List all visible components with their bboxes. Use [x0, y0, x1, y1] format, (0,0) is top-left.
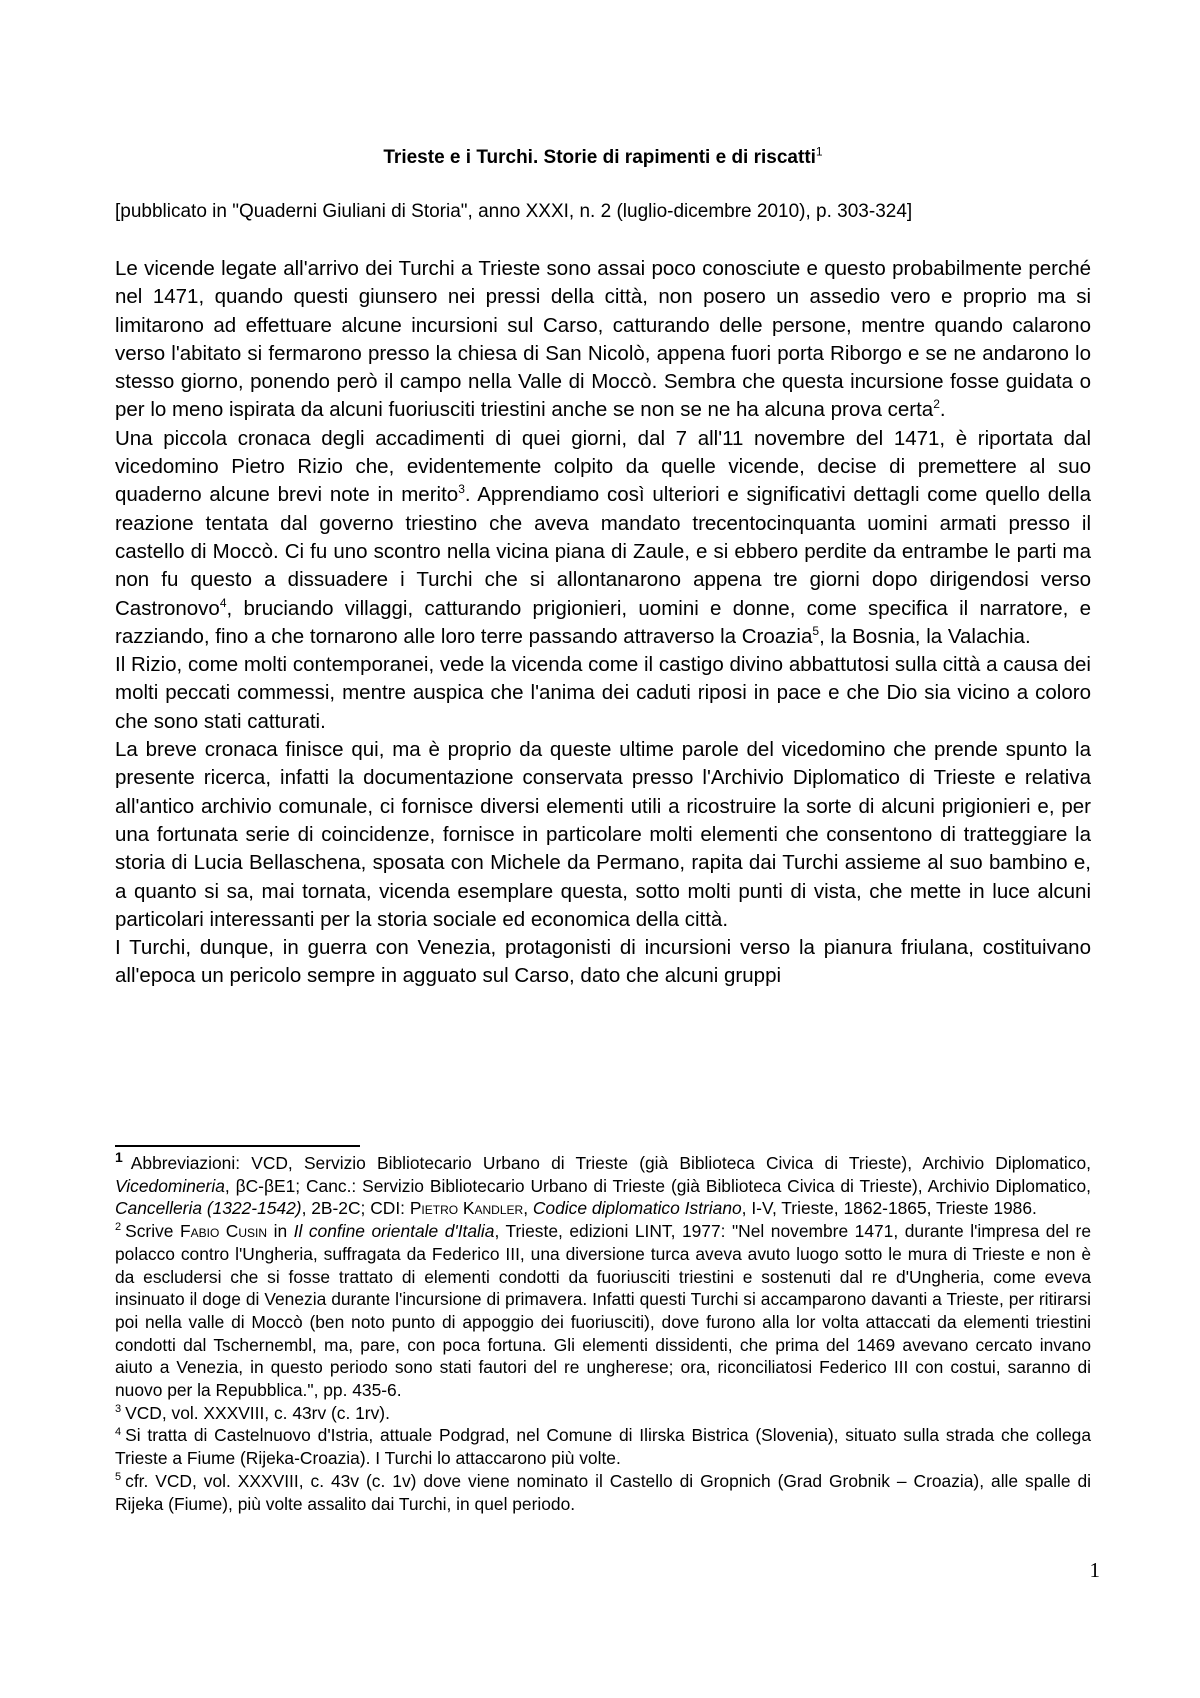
- footnote-5: [115, 1470, 1091, 1515]
- title-footnote-ref: 1: [815, 144, 823, 159]
- paragraph-text: Una piccola cronaca degli accadimenti di quei giorni, dal 7 all'11 novembre del 1471, è riportata dal vicedomino Pietro Rizio che, evidentemente colpito da quelle vicende, decise di premettere al suo quaderno alcune brevi note in merito: [115, 426, 1091, 507]
- footnote-italic: Cancelleria (1322-1542): [115, 1198, 302, 1219]
- body-text: [115, 255, 1091, 991]
- body-paragraph: [115, 736, 1091, 934]
- footnote-italic: Codice diplomatico Istriano: [532, 1198, 742, 1219]
- paragraph-text: Le vicende legate all'arrivo dei Turchi a Trieste sono assai poco conosciute e questo probabilmente perché nel 1471, quando questi giunsero nei pressi della città, non posero un assedio vero e proprio ma si limitarono ad effettuare alcune incursioni sul Carso, catturando delle persone, mentre quando calarono verso l'abitato si fermarono presso la chiesa di San Nicolò, appena fuori porta Riborgo e se ne andarono lo stesso giorno, ponendo però il campo nella Valle di Moccò. Sembra che questa incursione fosse guidata o per lo meno ispirata da alcuni fuoriusciti triestini anche se non se ne ha alcuna prova certa: [115, 257, 1091, 422]
- author-name: Fabio Cusin: [179, 1221, 268, 1242]
- title-text: Trieste e i Turchi. Storie di rapimenti e di riscatti: [383, 147, 816, 168]
- footnote-text: Si tratta di Castelnuovo d'Istria, attuale Podgrad, nel Comune di Ilirska Bistrica (Slovenia), situato sulla strada che collega Trieste a Fiume (Rijeka-Croazia). I Turchi lo attaccarono più volte.: [115, 1425, 1091, 1469]
- page-number: 1: [1089, 1558, 1100, 1582]
- footnote-ref[interactable]: 4: [219, 595, 227, 610]
- footnote-text: , βC-βE1; Canc.: Servizio Bibliotecario Urbano di Trieste (già Biblioteca Civica di Trieste), Archivio Diplomatico,: [224, 1175, 1091, 1196]
- footnote-text: Scrive: [125, 1221, 180, 1242]
- paragraph-text: Il Rizio, come molti contemporanei, vede la vicenda come il castigo divino abbattutosi sulla città a causa dei molti peccati commessi, mentre auspica che l'anima dei caduti riposi in pace e che Dio sia vicino a coloro che sono stati catturati.: [115, 653, 1091, 733]
- paragraph-text: I Turchi, dunque, in guerra con Venezia, protagonisti di incursioni verso la pianura friulana, costituivano all'epoca un pericolo sempre in agguato sul Carso, dato che alcuni gruppi: [115, 936, 1091, 988]
- footnote-text: ,: [523, 1198, 533, 1219]
- body-paragraph: [115, 651, 1091, 736]
- footnote-text: , I-V, Trieste, 1862-1865, Trieste 1986.: [741, 1198, 1037, 1219]
- footnote-mark: 5: [115, 1471, 122, 1484]
- paragraph-text: , la Bosnia, la Valachia.: [819, 624, 1031, 648]
- footnote-mark: 1: [115, 1149, 123, 1166]
- footnote-ref[interactable]: 5: [812, 624, 820, 639]
- paragraph-text: . Apprendiamo così ulteriori e significativi dettagli come quello della reazione tentata dal governo triestino che aveva mandato trecentocinquanta uomini armati presso il castello di Moccò. Ci fu uno scontro nella vicina piana di Zaule, e si ebbero perdite da entrambe le parti ma non fu questo a dissuadere i Turchi che si allontanarono appena tre giorni dopo dirigendosi verso Castronovo: [115, 483, 1092, 620]
- paragraph-text: La breve cronaca finisce qui, ma è proprio da queste ultime parole del vicedomino che prende spunto la presente ricerca, infatti la documentazione conservata presso l'Archivio Diplomatico di Trieste e relativa all'antico archivio comunale, ci fornisce diversi elementi utili a ricostruire la sorte di alcuni prigionieri e, per una fortunata serie di coincidenze, fornisce in particolare molti elementi che consentono di tratteggiare la storia di Lucia Bellaschena, sposata con Michele da Permano, rapita dai Turchi assieme al suo bambino e, a quanto si sa, mai tornata, vicenda esemplare questa, sotto molti punti di vista, che mette in luce alcuni particolari interessanti per la storia sociale ed economica della città.: [115, 738, 1091, 931]
- footnote-ref[interactable]: 3: [458, 482, 465, 497]
- footnote-3: [115, 1402, 1091, 1425]
- paragraph-text: , bruciando villaggi, catturando prigionieri, uomini e donne, come specifica il narratore, e razziando, fino a che tornarono alle loro terre passando attraverso la Croazia: [115, 596, 1091, 648]
- footnote-separator: [115, 1145, 360, 1147]
- paragraph-text: .: [939, 398, 946, 422]
- body-paragraph: [115, 255, 1091, 425]
- body-paragraph: [115, 934, 1091, 991]
- footnote-italic: Vicedomineria: [115, 1175, 225, 1196]
- footnote-text: VCD, vol. XXXVIII, c. 43rv (c. 1rv).: [125, 1402, 390, 1423]
- body-paragraph: [115, 425, 1091, 651]
- footnote-mark: 4: [115, 1425, 122, 1438]
- footnote-1: [115, 1149, 1091, 1220]
- footnote-text: Abbreviazioni: VCD, Servizio Bibliotecario Urbano di Trieste (già Biblioteca Civica di Trieste), Archivio Diplomatico,: [130, 1153, 1091, 1173]
- footnote-text: , Trieste, edizioni LINT, 1977: "Nel novembre 1471, durante l'impresa del re polacco contro l'Ungheria, suffragata da Federico III, una diversione turca aveva avuto luogo sotto le mura di Trieste e non è da escludersi che si fosse trattato di elementi condotti da fuoriusciti triestini e sostenuti dal re d'Ungheria, come eveva insinuato il doge di Venezia durante l'incursione di primavera. Infatti questi Turchi si accamparono davanti a Trieste, per ritirarsi poi nella valle di Moccò (ben noto punto di appoggio dei fuoriusciti), dove furono alla lor volta attaccati da elementi triestini condotti dal Tschernembl, ma, pare, con poca fortuna. Gli elementi dissidenti, che prima del 1469 avevano cercato invano aiuto a Venezia, in questo periodo sono stati fautori del re ungherese; ora, riconciliatosi Federico III con costui, saranno di nuovo per la Repubblica.", pp. 435-6.: [115, 1221, 1091, 1401]
- footnote-4: [115, 1424, 1091, 1469]
- footnote-text: , 2B-2C; CDI:: [301, 1198, 410, 1219]
- publication-info: [pubblicato in "Quaderni Giuliani di Storia", anno XXXI, n. 2 (luglio-dicembre 2010), p. 303-324]: [115, 201, 913, 222]
- footnote-2: [115, 1220, 1091, 1402]
- footnote-mark: 3: [115, 1402, 122, 1415]
- author-name: Pietro Kandler: [409, 1198, 524, 1219]
- footnotes: [115, 1149, 1091, 1515]
- footnote-italic: Il confine orientale d'Italia: [293, 1221, 495, 1242]
- footnote-text: cfr. VCD, vol. XXXVIII, c. 43v (c. 1v) dove viene nominato il Castello di Gropnich (Grad Grobnik – Croazia), alle spalle di Rijeka (Fiume), più volte assalito dai Turchi, in quel periodo.: [115, 1470, 1091, 1514]
- article-title: [115, 146, 1091, 170]
- footnote-mark: 2: [115, 1221, 122, 1234]
- footnote-text: in: [267, 1221, 294, 1242]
- footnote-ref[interactable]: 2: [933, 397, 940, 412]
